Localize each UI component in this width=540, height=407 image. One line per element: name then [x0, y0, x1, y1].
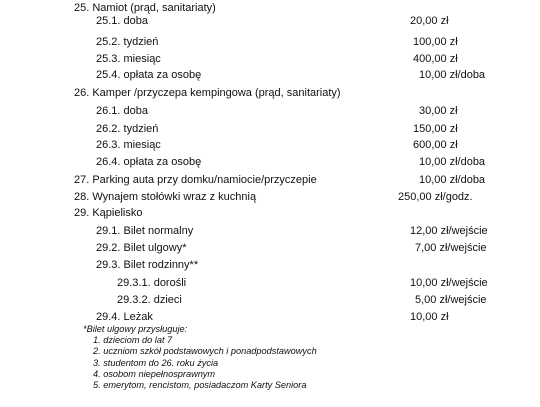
row-label: 27. Parking auta przy domku/namiocie/przyczepie — [74, 174, 317, 186]
row-label: 25.4. opłata za osobę — [96, 69, 202, 81]
row-label: 29. Kąpielisko — [74, 207, 143, 219]
row-price: 600,00 zł — [413, 139, 458, 151]
notes-item: 2. uczniom szkół podstawowych i ponadpodstawowych — [93, 346, 317, 357]
row-label: 29.3.1. dorośli — [117, 277, 187, 289]
discount-notes — [83, 324, 317, 391]
row-price: 100,00 zł — [413, 36, 458, 48]
notes-item: 4. osobom niepełnosprawnym — [93, 368, 216, 379]
row-label: 26.3. miesiąc — [96, 139, 161, 151]
price-row — [0, 11, 540, 32]
notes-item: 3. studentom do 26. roku życia — [93, 357, 219, 368]
row-price: 12,00 zł/wejście — [410, 225, 488, 237]
row-price: 20,00 zł — [410, 15, 449, 27]
row-price: 7,00 zł/wejście — [415, 242, 487, 254]
row-label: 26.2. tydzień — [96, 123, 159, 135]
row-label: 29.4. Leżak — [96, 311, 153, 323]
row-label: 29.3. Bilet rodzinny** — [96, 259, 199, 271]
row-price: 5,00 zł/wejście — [415, 294, 487, 306]
notes-item: 5. emerytom, rencistom, posiadaczom Karty Seniora — [93, 380, 307, 391]
notes-item: 1. dzieciom do lat 7 — [93, 335, 173, 346]
row-label: 29.1. Bilet normalny — [96, 225, 194, 237]
row-label: 26.4. opłata za osobę — [96, 156, 202, 168]
notes-heading: *Bilet ulgowy przysługuje: — [83, 324, 188, 334]
row-label: 25. Namiot (prąd, sanitariaty) — [74, 2, 216, 14]
row-label: 28. Wynajem stołówki wraz z kuchnią — [74, 191, 257, 203]
row-label: 25.2. tydzień — [96, 36, 159, 48]
row-price: 400,00 zł — [413, 53, 458, 65]
row-label: 26. Kamper /przyczepa kempingowa (prąd, sanitariaty) — [74, 87, 341, 99]
row-label: 26.1. doba — [96, 105, 148, 117]
row-label: 29.2. Bilet ulgowy* — [96, 242, 187, 254]
row-price: 10,00 zł — [410, 311, 449, 323]
row-price: 10,00 zł/wejście — [410, 277, 488, 289]
row-price: 30,00 zł — [419, 105, 458, 117]
row-price: 150,00 zł — [413, 123, 458, 135]
row-label: 25.1. doba — [96, 15, 148, 27]
row-price: 10,00 zł/doba — [419, 69, 486, 81]
row-label: 25.3. miesiąc — [96, 53, 161, 65]
row-price: 250,00 zł/godz. — [398, 191, 473, 203]
row-price: 10,00 zł/doba — [419, 174, 486, 186]
row-price: 10,00 zł/doba — [419, 156, 486, 168]
row-label: 29.3.2. dzieci — [117, 294, 182, 306]
